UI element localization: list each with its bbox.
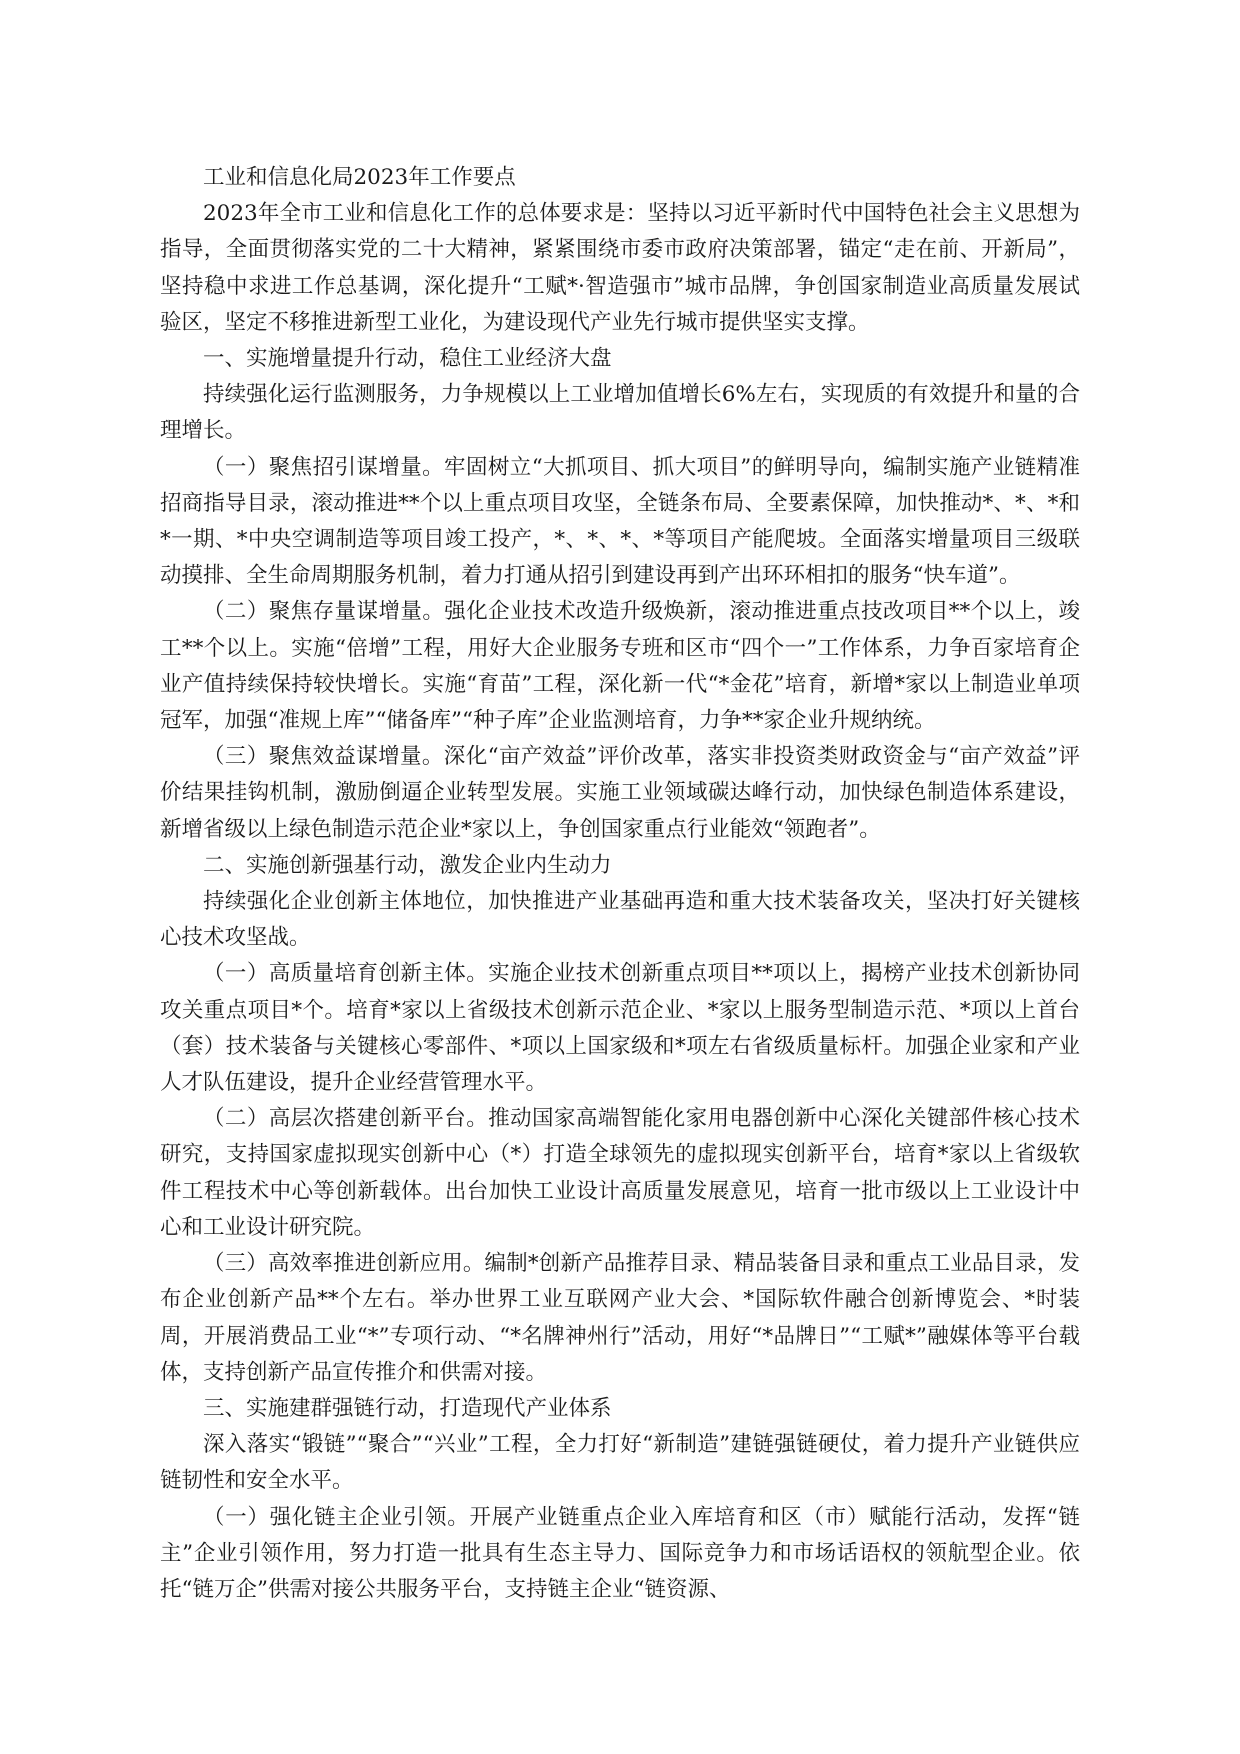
paragraph: （三）高效率推进创新应用。编制*创新产品推荐目录、精品装备目录和重点工业品目录，发布企业创新产品**个左右。举办世界工业互联网产业大会、*国际软件融合创新博览会、*时装周，开展消费品工业“*”专项行动、“*名牌神州行”活动，用好“*品牌日”“工赋*”融媒体等平台载体，支持创新产品宣传推介和供需对接。 xyxy=(160,1251,1080,1385)
paragraph: （一）高质量培育创新主体。实施企业技术创新重点项目**项以上，揭榜产业技术创新协同攻关重点项目*个。培育*家以上省级技术创新示范企业、*家以上服务型制造示范、*项以上首台（套）技术装备与关键核心零部件、*项以上国家级和*项左右省级质量标杆。加强企业家和产业人才队伍建设，提升企业经营管理水平。 xyxy=(160,961,1080,1096)
paragraph: 持续强化运行监测服务，力争规模以上工业增加值增长6%左右，实现质的有效提升和量的合理增长。 xyxy=(160,382,1080,444)
document-title: 工业和信息化局2023年工作要点 xyxy=(203,165,516,190)
document-body xyxy=(160,160,1080,1608)
paragraph: （一）聚焦招引谋增量。牢固树立“大抓项目、抓大项目”的鲜明导向，编制实施产业链精准招商指导目录，滚动推进**个以上重点项目攻坚，全链条布局、全要素保障，加快推动*、*、*和*一期、*中央空调制造等项目竣工投产，*、*、*、*等项目产能爬坡。全面落实增量项目三级联动摸排、全生命周期服务机制，着力打通从招引到建设再到产出环环相扣的服务“快车道”。 xyxy=(160,454,1080,589)
paragraph: 持续强化企业创新主体地位，加快推进产业基础再造和重大技术装备攻关，坚决打好关键核心技术攻坚战。 xyxy=(160,889,1080,951)
section-heading-1: 一、实施增量提升行动，稳住工业经济大盘 xyxy=(203,346,612,372)
paragraph: （二）高层次搭建创新平台。推动国家高端智能化家用电器创新中心深化关键部件核心技术研究，支持国家虚拟现实创新中心（*）打造全球领先的虚拟现实创新平台，培育*家以上省级软件工程技术中心等创新载体。出台加快工业设计高质量发展意见，培育一批市级以上工业设计中心和工业设计研究院。 xyxy=(160,1106,1080,1240)
paragraph-overall-requirements: 2023年全市工业和信息化工作的总体要求是：坚持以习近平新时代中国特色社会主义思想为指导，全面贯彻落实党的二十大精神，紧紧围绕市委市政府决策部署，锚定“走在前、开新局”，坚持稳中求进工作总基调，深化提升“工赋*·智造强市”城市品牌，争创国家制造业高质量发展试验区，坚定不移推进新型工业化，为建设现代产业先行城市提供坚实支撑。 xyxy=(160,201,1080,335)
paragraph: 深入落实“锻链”“聚合”“兴业”工程，全力打好“新制造”建链强链硬仗，着力提升产业链供应链韧性和安全水平。 xyxy=(160,1432,1080,1494)
paragraph: （一）强化链主企业引领。开展产业链重点企业入库培育和区（市）赋能行活动，发挥“链主”企业引领作用，努力打造一批具有生态主导力、国际竞争力和市场话语权的领航型企业。依托“链万企”供需对接公共服务平台，支持链主企业“链资源、 xyxy=(160,1504,1080,1602)
section-heading-3: 三、实施建群强链行动，打造现代产业体系 xyxy=(203,1395,612,1421)
paragraph: （三）聚焦效益谋增量。深化“亩产效益”评价改革，落实非投资类财政资金与“亩产效益”评价结果挂钩机制，激励倒逼企业转型发展。实施工业领域碳达峰行动，加快绿色制造体系建设，新增省级以上绿色制造示范企业*家以上，争创国家重点行业能效“领跑者”。 xyxy=(160,744,1080,842)
paragraph: （二）聚焦存量谋增量。强化企业技术改造升级焕新，滚动推进重点技改项目**个以上，竣工**个以上。实施“倍增”工程，用好大企业服务专班和区市“四个一”工作体系，力争百家培育企业产值持续保持较快增长。实施“育苗”工程，深化新一代“*金花”培育，新增*家以上制造业单项冠军，加强“准规上库”“储备库”“种子库”企业监测培育，力争**家企业升规纳统。 xyxy=(160,599,1080,734)
section-heading-2: 二、实施创新强基行动，激发企业内生动力 xyxy=(203,852,612,878)
